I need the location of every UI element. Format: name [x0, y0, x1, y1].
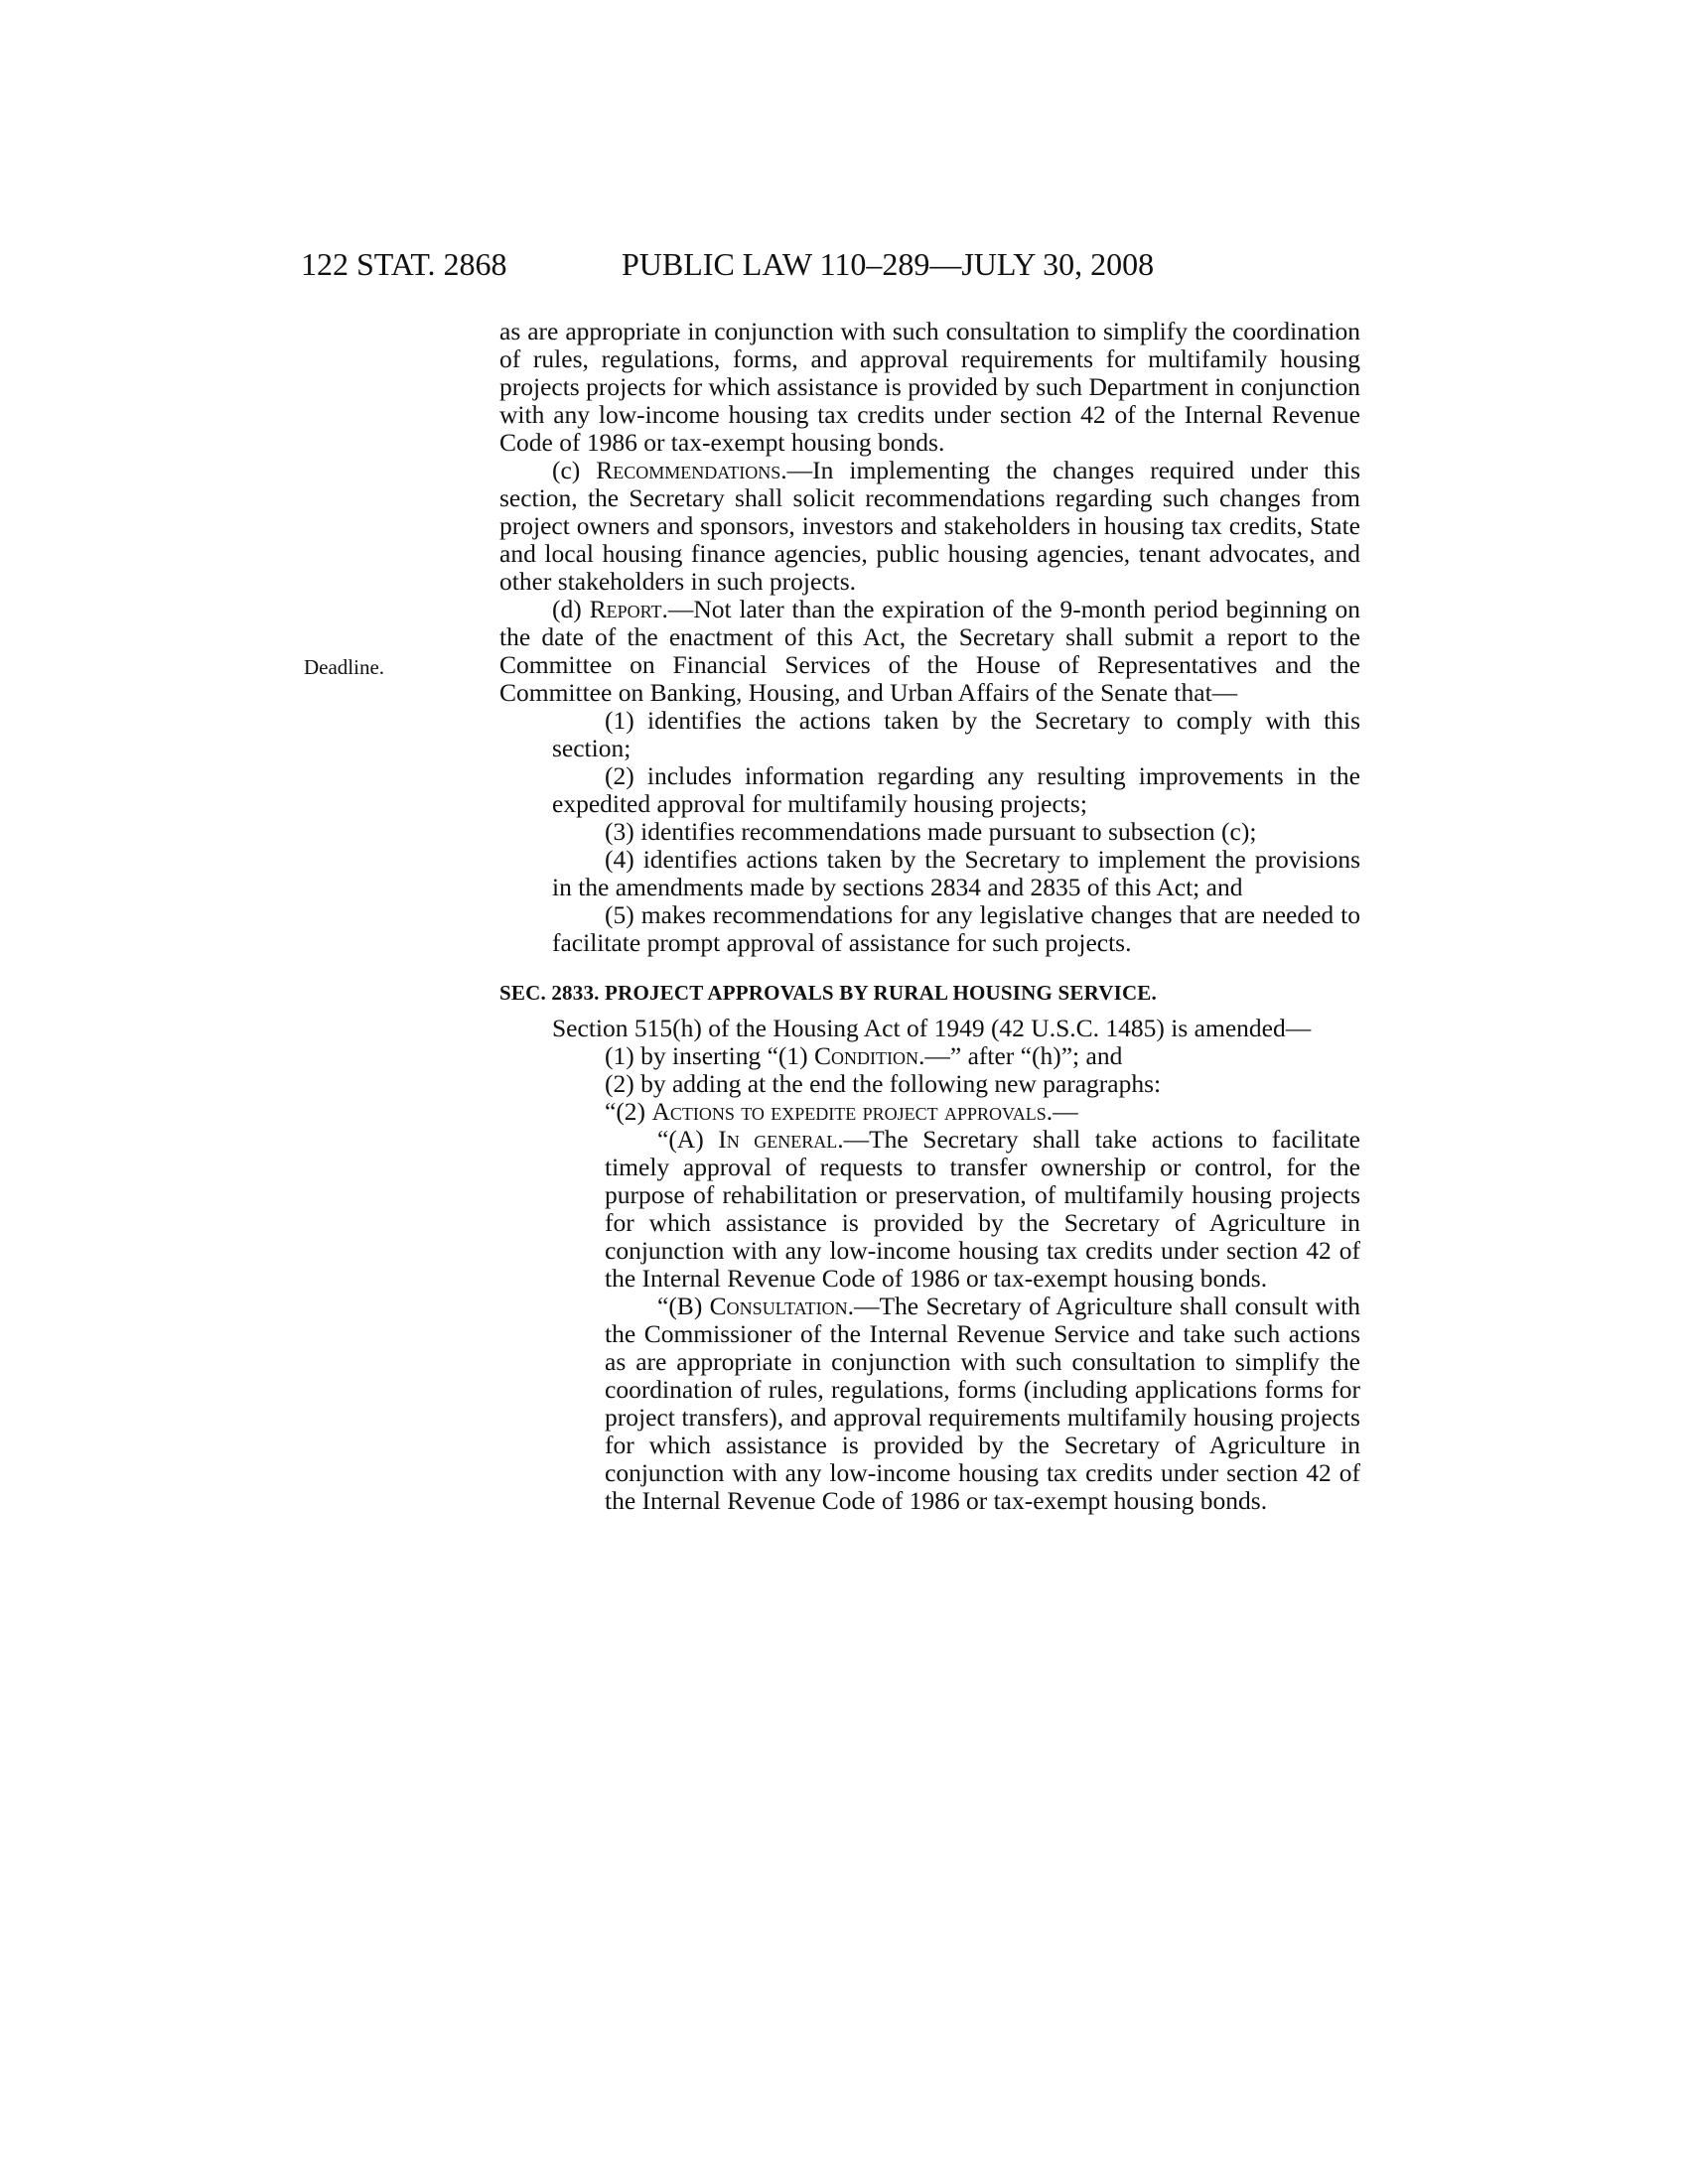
subsection-d-label: (d)	[552, 595, 590, 623]
amendment-item-2: (2) by adding at the end the following new paragraphs:	[605, 1069, 1162, 1098]
amendment-item-1-tail: —” after “(h)”; and	[924, 1041, 1123, 1070]
subsection-d-heading: Report.	[589, 595, 668, 623]
quoted-paragraph-2	[499, 1098, 1360, 1126]
subsection-c	[499, 457, 1360, 596]
subsection-d-text: —Not later than the expiration of the 9-month period beginning on the date of the enactment of this Act, the Secretary shall submit a report to the Committee on Financial Services of the House of Representatives and the Committee on Banking, Housing, and Urban Affairs of the Senate that—	[499, 595, 1360, 707]
quoted-paragraph-2-dash: —	[1053, 1097, 1078, 1126]
amendment-item-1-text: (1) by inserting “(1)	[605, 1041, 815, 1070]
paragraph-continuation: as are appropriate in conjunction with such consultation to simplify the coordination of rules, regulations, forms, and approval requirements for multifamily housing projects projects for which assistance is provided by such Department in conjunction with any low-income housing tax credits under section 42 of the Internal Revenue Code of 1986 or tax-exempt housing bonds.	[499, 317, 1360, 457]
law-title: PUBLIC LAW 110–289—JULY 30, 2008	[622, 246, 1155, 282]
quoted-subparagraph-a-text: —The Secretary shall take actions to facilitate timely approval of requests to transfer ownership or control, for the purpose of rehabilitation or preservation, of multifamily housing projects for which assistance is provided by the Secretary of Agriculture in conjunction with any low-income housing tax credits under section 42 of the Internal Revenue Code of 1986 or tax-exempt housing bonds.	[605, 1125, 1360, 1293]
document-body	[499, 318, 1360, 1515]
list-item: (4) identifies actions taken by the Secretary to implement the provisions in the amendments made by sections 2834 and 2835 of this Act; and	[552, 845, 1360, 901]
list-item: (3) identifies recommendations made pursuant to subsection (c);	[605, 817, 1257, 846]
quoted-subparagraph-b-label: “(B)	[657, 1292, 710, 1320]
subsection-d	[499, 596, 1360, 707]
quoted-subparagraph-a-heading: In general.	[718, 1125, 844, 1154]
margin-note-deadline: Deadline.	[304, 655, 385, 679]
quoted-paragraph-2-label: “(2)	[605, 1097, 652, 1126]
list-item: (1) identifies the actions taken by the Secretary to comply with this section;	[552, 706, 1360, 762]
quoted-subparagraph-a	[499, 1126, 1360, 1293]
subsection-c-heading: Recommendations.	[596, 456, 787, 484]
subsection-c-text: —In implementing the changes required under this section, the Secretary shall solicit recommendations regarding such changes from project owners and sponsors, investors and stakeholders in housing tax credits, State and local housing finance agencies, public housing agencies, tenant advocates, and other stakeholders in such projects.	[499, 456, 1360, 596]
section-intro: Section 515(h) of the Housing Act of 1949 (42 U.S.C. 1485) is amended—	[552, 1014, 1312, 1042]
quoted-subparagraph-b-text: —The Secretary of Agriculture shall consult with the Commissioner of the Internal Revenue Service and take such actions as are appropriate in conjunction with such consultation to simplify the coordination of rules, regulations, forms (including applications forms for project transfers), and approval requirements multifamily housing projects for which assistance is provided by the Secretary of Agriculture in conjunction with any low-income housing tax credits under section 42 of the Internal Revenue Code of 1986 or tax-exempt housing bonds.	[605, 1292, 1361, 1515]
quoted-subparagraph-b	[499, 1293, 1360, 1515]
list-item: (2) includes information regarding any resulting improvements in the expedited approval for multifamily housing projects;	[552, 761, 1360, 818]
list-item: (5) makes recommendations for any legislative changes that are needed to facilitate prompt approval of assistance for such projects.	[552, 900, 1360, 957]
amendment-item-1-heading: Condition.	[814, 1041, 925, 1070]
report-items	[499, 707, 1360, 957]
quoted-subparagraph-a-label: “(A)	[657, 1125, 719, 1154]
section-heading: SEC. 2833. PROJECT APPROVALS BY RURAL HOUSING SERVICE.	[499, 981, 1157, 1005]
statute-page-number: 122 STAT. 2868	[301, 246, 507, 282]
amendment-item-1	[499, 1042, 1360, 1070]
subsection-c-label: (c)	[552, 456, 597, 484]
quoted-subparagraph-b-heading: Consultation.	[709, 1292, 854, 1320]
quoted-paragraph-2-heading: Actions to expedite project approvals.	[651, 1097, 1054, 1126]
